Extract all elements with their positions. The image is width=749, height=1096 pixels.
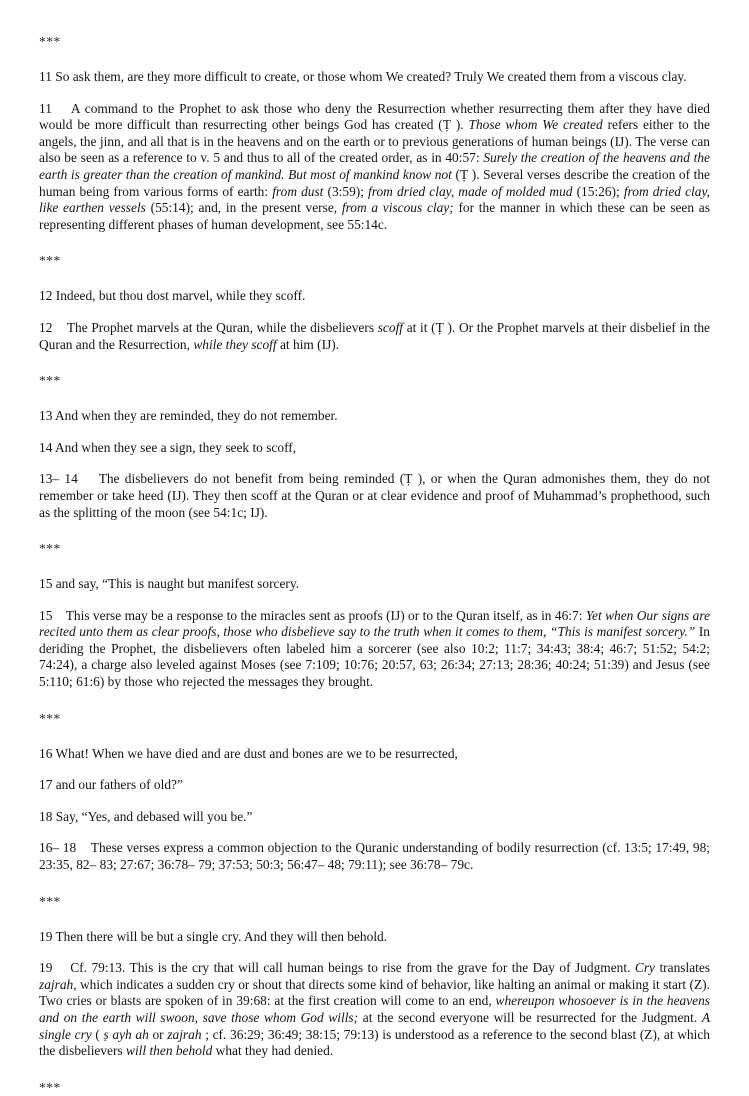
spacer: [39, 874, 710, 894]
spacer: [39, 691, 710, 711]
commentary-text: (15:26);: [572, 183, 624, 199]
commentary-text: This verse may be a response to the miracles sent as proofs (IJ) or to the Quran itself, as in 46:7:: [65, 607, 586, 623]
section-separator: ***: [39, 710, 61, 726]
verse-15: 15 and say, “This is naught but manifest sorcery.: [39, 576, 300, 592]
commentary-number-gap: [52, 960, 70, 975]
section-separator: ***: [39, 373, 61, 389]
quoted-text: Those whom We created: [468, 117, 603, 133]
verse-16: 16 What! When we have died and are dust and bones are we to be resurrected,: [39, 745, 458, 761]
spacer: [39, 389, 710, 408]
quoted-text: from dust: [272, 183, 324, 199]
spacer: [39, 353, 710, 373]
commentary-number-gap: [52, 608, 65, 623]
commentary-text: for the manner in which these can be seen as representing different phases of human development, see 55:14c.: [39, 200, 710, 232]
verse-17: 17 and our fathers of old?”: [39, 777, 183, 793]
quoted-text: Yet when Our signs are recited unto them as clear proofs, those who disbelieve say to the truth when it comes to them, “This is manifest sorcery.”: [39, 607, 711, 640]
page-content: [39, 34, 710, 1096]
spacer: [39, 1060, 710, 1080]
commentary-text: These verses express a common objection to the Quranic understanding of bodily resurrection (cf. 13:5; 17:49, 98; 23:35, 82– 83; 27:67; 36:78– 79; 37:53; 50:3; 56:47– 48; 79:11); see 36:78– 79c.: [39, 840, 711, 873]
section-separator: ***: [39, 541, 61, 557]
commentary-text: The disbelievers do not benefit from being reminded (Ṭ ), or when the Quran admonishes them, they do not remember or take heed (IJ). They then scoff at the Quran or at clear evidence and proof of Muhammad’s prophethood, such as the splitting of the moon (see 54:1c; IJ).: [39, 471, 710, 520]
commentary-text: or: [148, 1026, 168, 1042]
commentary-text: ; cf. 36:29; 36:49; 38:15; 79:13) is understood as a reference to the second blast (Z), at which the disbelievers: [39, 1026, 710, 1059]
quoted-text: zajrah: [167, 1026, 202, 1042]
commentary-13-14: [39, 471, 710, 521]
spacer: [39, 794, 710, 809]
section-separator: ***: [39, 34, 61, 49]
commentary-text: what they had denied.: [212, 1043, 334, 1059]
spacer: [39, 86, 710, 101]
spacer: [39, 825, 710, 840]
verse-11: 11 So ask them, are they more difficult to create, or those whom We created? Truly We created them from a viscous clay.: [39, 69, 687, 84]
quoted-text: from dried clay, like earthen vessels: [39, 183, 710, 216]
commentary-number-gap: [52, 320, 66, 335]
commentary-verse-number: 11: [39, 100, 52, 116]
spacer: [39, 910, 710, 929]
quoted-text: whereupon whosoever is in the heavens and on the earth will swoon, save those whom God wills;: [39, 993, 711, 1025]
verse-13: 13 And when they are reminded, they do not remember.: [39, 408, 338, 424]
spacer: [39, 521, 710, 541]
spacer: [39, 762, 710, 777]
spacer: [39, 456, 710, 471]
commentary-text: (: [91, 1026, 104, 1042]
commentary-number-gap: [78, 471, 99, 486]
commentary-text: Cf. 79:13. This is the cry that will call human beings to rise from the grave for the Day of Judgment.: [70, 960, 635, 976]
verse-18: 18 Say, “Yes, and debased will you be.”: [39, 808, 253, 824]
spacer: [39, 593, 710, 608]
quoted-text: Surely the creation of the heavens and the earth is greater than the creation of mankind. But most of mankind know not: [39, 150, 710, 182]
quoted-text: from a viscous clay;: [341, 200, 454, 216]
quoted-text: zajrah,: [39, 976, 77, 992]
quoted-text: ṣ ayh ah: [103, 1026, 149, 1042]
quoted-text: Cry: [634, 960, 655, 976]
commentary-text: at the second everyone will be resurrected for the Judgment.: [358, 1010, 702, 1025]
verse-14: 14 And when they see a sign, they seek to scoff,: [39, 439, 297, 455]
commentary-text: refers either to the angels, the jinn, and all that is in the heavens and on the earth or to previous generations of human beings (IJ). The verse can also be seen as a reference to v. 5 and thus to all of the created order, as in 40:57:: [39, 117, 710, 166]
commentary-11: [39, 101, 710, 234]
quoted-text: A single cry: [39, 1010, 711, 1042]
commentary-text: (Ṭ ). Several verses describe the creation of the human being from various forms of earth:: [39, 166, 710, 199]
commentary-text: which indicates a sudden cry or shout that directs some kind of behavior, like halting an animal or making it start (Z). Two cries or blasts are spoken of in 39:68: at the first creation will come to an end,: [39, 976, 710, 1009]
commentary-verse-number: 16– 18: [39, 840, 77, 856]
commentary-verse-number: 13– 14: [39, 471, 78, 487]
spacer: [39, 50, 710, 69]
verse-12: 12 Indeed, but thou dost marvel, while they scoff.: [39, 288, 306, 304]
commentary-19: [39, 960, 710, 1060]
commentary-text: at it (Ṭ ). Or the Prophet marvels at their disbelief in the Quran and the Resurrection,: [39, 319, 710, 352]
quoted-text: from dried clay, made of molded mud: [368, 183, 573, 199]
commentary-text: (3:59);: [323, 183, 369, 199]
spacer: [39, 305, 710, 320]
quoted-text: while they scoff: [193, 336, 277, 352]
spacer: [39, 557, 710, 576]
spacer: [39, 945, 710, 960]
commentary-16-18: [39, 840, 710, 873]
quoted-text: scoff: [377, 319, 404, 335]
commentary-text: translates: [654, 960, 711, 976]
section-separator: ***: [39, 1079, 61, 1095]
commentary-text: The Prophet marvels at the Quran, while the disbelievers: [66, 319, 378, 335]
section-separator: ***: [39, 893, 61, 909]
commentary-text: (55:14); and, in the present verse,: [145, 200, 342, 216]
spacer: [39, 425, 710, 440]
quoted-text: will then behold: [126, 1043, 213, 1059]
commentary-12: [39, 320, 710, 353]
commentary-text: at him (IJ).: [276, 336, 340, 352]
spacer: [39, 727, 710, 746]
section-separator: ***: [39, 253, 61, 269]
spacer: [39, 269, 710, 288]
verse-19: 19 Then there will be but a single cry. And they will then behold.: [39, 928, 388, 944]
commentary-verse-number: 15: [39, 607, 53, 623]
commentary-verse-number: 12: [39, 319, 53, 335]
commentary-number-gap: [76, 840, 91, 855]
commentary-text: A command to the Prophet to ask those who deny the Resurrection whether resurrecting them after they have died would be more difficult than resurrecting other beings God has created (Ṭ ).: [39, 100, 710, 133]
commentary-text: In deriding the Prophet, the disbelievers often labeled him a sorcerer (see also 10:2; 11:7; 34:43; 38:4; 46:7; 51:52; 54:2; 74:24), a charge also leveled against Moses (see 7:109; 10:76; 20:57, 63; 26:34; 27:13; 28:36; 40:24; 51:39) and Jesus (see 5:110; 61:6) by those who rejected the messages they brought.: [39, 624, 710, 690]
commentary-15: [39, 608, 710, 691]
spacer: [39, 233, 710, 253]
commentary-verse-number: 19: [39, 960, 53, 976]
commentary-number-gap: [52, 101, 71, 116]
